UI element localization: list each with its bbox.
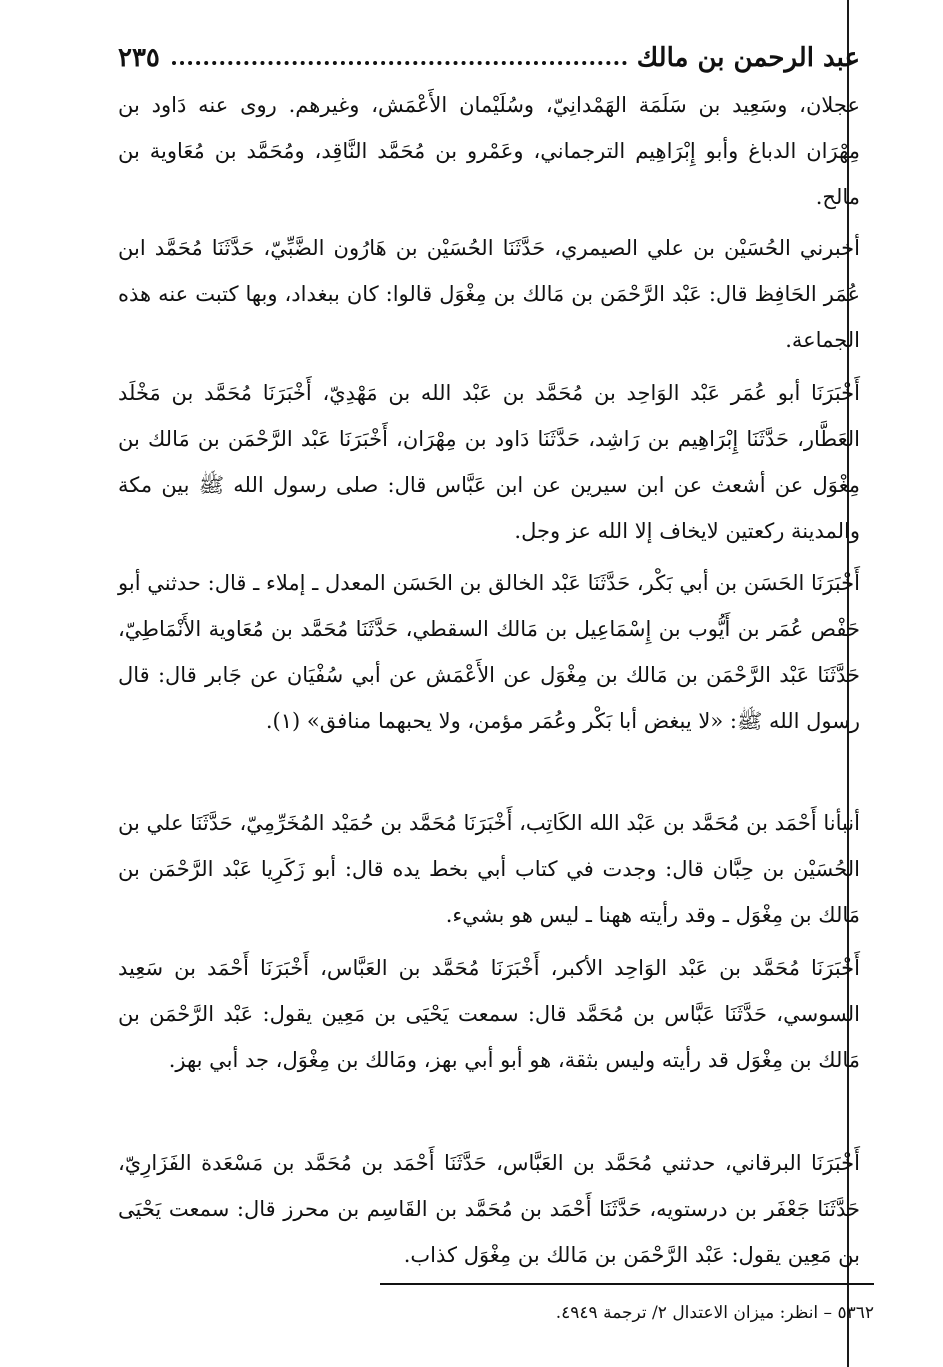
paragraph-3: أَخْبَرَنَا أبو عُمَر عَبْد الوَاحِد بن مُحَمَّد بن عَبْد الله بن مَهْدِيّ، أَخْبَرَنَا مُحَمَّد بن مَخْلَد العَطَّار، حَدَّثَنَا إِبْرَاهِيم بن رَاشِد، حَدَّثَنَا دَاود بن مِهْرَان، أَخْبَرَنَا عَبْد الرَّحْمَن بن مَالك بن مِغْوَل عن أشعث عن ابن سيرين عن ابن عَبَّاس قال: صلى رسول الله ﷺ بين مكة والمدينة ركعتين لايخاف إلا الله عز وجل. bbox=[118, 381, 860, 543]
paragraph-6: أَخْبَرَنَا مُحَمَّد بن عَبْد الوَاحِد الأكبر، أَخْبَرَنَا مُحَمَّد بن العَبَّاس، أَخْبَرَنَا أَحْمَد بن سَعِيد السوسي، حَدَّثَنَا عَبَّاس بن مُحَمَّد قال: سمعت يَحْيَى بن مَعِين يقول: عَبْد الرَّحْمَن بن مَالك بن مِغْوَل قد رأيته وليس بثقة، هو أبو أبي بهز، ومَالك بن مِغْوَل، جد أبي بهز. bbox=[118, 956, 860, 1072]
header-dot-leader bbox=[172, 61, 627, 65]
paragraph-7: أَخْبَرَنَا البرقاني، حدثني مُحَمَّد بن العَبَّاس، حَدَّثَنَا أَحْمَد بن مُحَمَّد بن مَسْعَدة الفَزَارِيّ، حَدَّثَنَا جَعْفَر بن درستويه، حَدَّثَنَا أَحْمَد بن مُحَمَّد بن القَاسِم بن محرز قال: سمعت يَحْيَى بن مَعِين يقول: عَبْد الرَّحْمَن بن مَالك بن مِغْوَل كذاب. bbox=[118, 1151, 860, 1267]
footnote: ٥٣٦٢ – انظر: ميزان الاعتدال ٢/ ترجمة ٤٩٤٩. bbox=[555, 1303, 874, 1323]
paragraph-4: أَخْبَرَنَا الحَسَن بن أبي بَكْر، حَدَّثَنَا عَبْد الخالق بن الحَسَن المعدل ـ إملاء ـ قال: حدثني أبو حَفْص عُمَر بن أَيُّوب بن إِسْمَاعِيل بن مَالك السقطي، حَدَّثَنَا مُحَمَّد بن مُعَاوية الأَنْمَاطِيّ، حَدَّثَنَا عَبْد الرَّحْمَن بن مَالك بن مِغْوَل عن الأَعْمَش عن أبي سُفْيَان عن جَابر قال: قال رسول الله ﷺ: «لا يبغض أبا بَكْر وعُمَر مؤمن، ولا يحبهما منافق» (١). bbox=[118, 571, 860, 733]
paragraph-1: عجلان، وسَعِيد بن سَلَمَة الهَمْدانِيّ، وسُلَيْمان الأَعْمَش، وغيرهم. روى عنه دَاود بن مِهْرَان الدباغ وأبو إِبْرَاهِيم الترجماني، وعَمْرو بن مُحَمَّد النَّاقِد، ومُحَمَّد بن مُعَاوية بن مالح. bbox=[118, 93, 860, 209]
paragraph-2: أخبرني الحُسَيْن بن علي الصيمري، حَدَّثَنَا الحُسَيْن بن هَارُون الضَّبِّيّ، حَدَّثَنَا مُحَمَّد ابن عُمَر الحَافِظ قال: عَبْد الرَّحْمَن بن مَالك بن مِغْوَل قالوا: كان ببغداد، وبها كتبت عنه هذه الجماعة. bbox=[118, 236, 860, 352]
paragraph-5: أنبأنا أَحْمَد بن مُحَمَّد بن عَبْد الله الكَاتِب، أَخْبَرَنَا مُحَمَّد بن حُمَيْد المُخَرِّمِيّ، حَدَّثَنَا علي بن الحُسَيْن بن حِبَّان قال: وجدت في كتاب أبي بخط يده قال: أبو زَكَرِيا عَبْد الرَّحْمَن بن مَالك بن مِغْوَل ـ وقد رأيته ههنا ـ ليس هو بشيء. bbox=[118, 811, 860, 927]
footnote-separator bbox=[380, 1283, 874, 1285]
page-number: ٢٣٥ bbox=[118, 43, 160, 73]
header-title: عبد الرحمن بن مالك bbox=[636, 43, 860, 73]
running-header bbox=[118, 40, 860, 76]
